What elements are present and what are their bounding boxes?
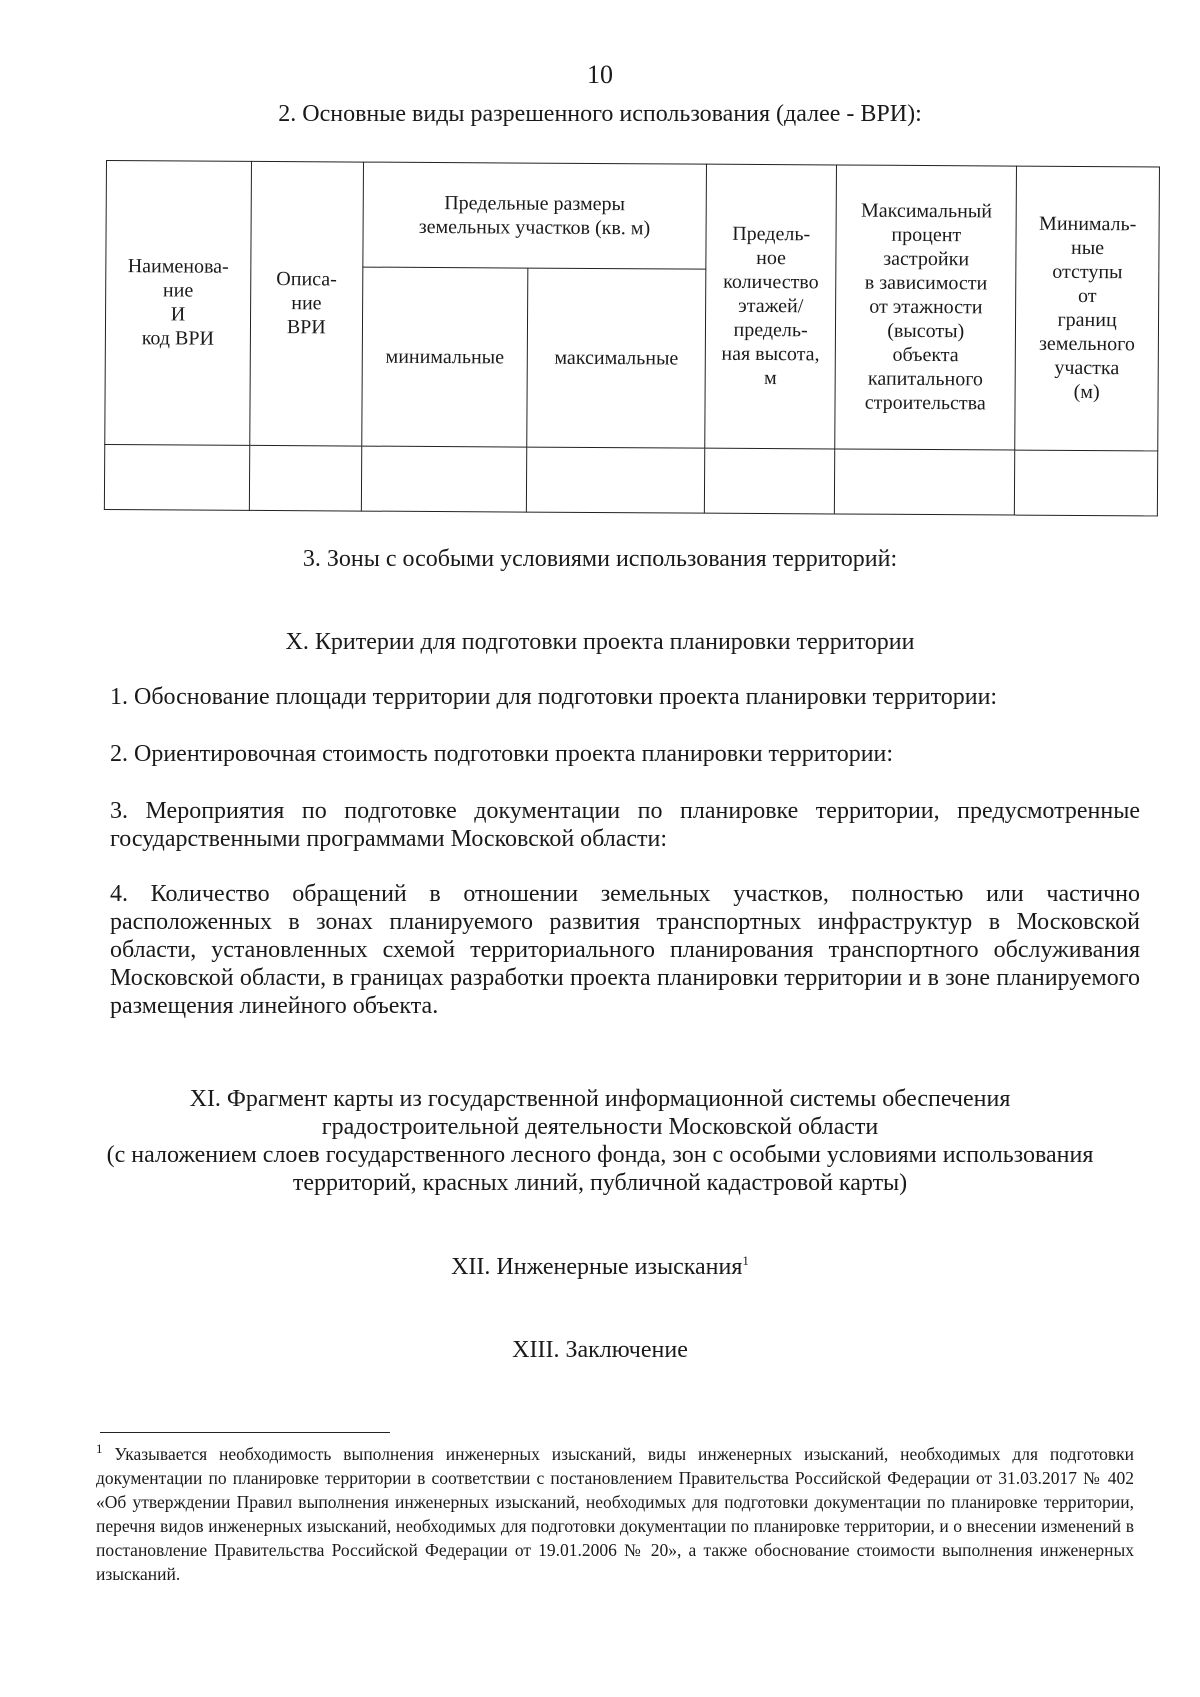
empty-cell [1015,450,1158,516]
section-xi-line-2: градостроительной деятельности Московской области [321,1114,879,1140]
header-setbacks: Минималь- ные отступы от границ земельного участка (м) [1015,166,1160,450]
header-min: минимальные [362,267,528,447]
section-xiii-heading: XIII. Заключение [512,1337,688,1363]
section-2-heading: 2. Основные виды разрешенного использования (далее - ВРИ): [278,101,922,127]
section-xi-line-4: территорий, красных линий, публичной кадастровой карты) [292,1170,908,1196]
empty-cell [835,449,1015,516]
item-2: 2. Ориентировочная стоимость подготовки проекта планировки территории: [110,741,894,767]
empty-cell [527,447,705,514]
empty-cell [249,445,361,511]
header-max: максимальные [527,268,706,448]
header-floors: Предель- ное количество этажей/ предель- ная высота, м [705,164,837,448]
footnote-text: Указывается необходимость выполнения инженерных изысканий, виды инженерных изысканий, необходимых для подготовки документации по планировке территории в соответствии с постановлением Правительства Российской Федерации от 31.03.2017 № 402 «Об утверждении Правил выполнения инженерных изысканий, необходимых для подготовки документации по планировке территории, перечня видов инженерных изысканий, необходимых для подготовки документации по планировке территории, и о внесении изменений в постановление Правительства Российской Федерации от 19.01.2006 № 20», а также обоснование стоимости выполнения инженерных изысканий. [96,1444,1135,1584]
empty-cell [361,446,527,512]
footnote-marker: 1 [96,1441,103,1457]
section-xi-line-3: (с наложением слоев государственного лесного фонда, зон с особыми условиями использования [106,1142,1094,1168]
empty-cell [704,448,835,514]
section-xii-text: XII. Инженерные изыскания [451,1254,743,1280]
section-xi-line-1: XI. Фрагмент карты из государственной информационной системы обеспечения [189,1086,1011,1112]
section-xii-heading [80,1253,1120,1281]
item-3: 3. Мероприятия по подготовке документации по планировке территории, предусмотренные государственными программами Московской области: [110,798,1140,852]
header-name-code: Наименова- ние И код ВРИ [105,161,252,445]
item-4: 4. Количество обращений в отношении земельных участков, полностью или частично расположенных в зонах планируемого развития транспортных инфраструктур в Московской области, установленных схемой территориального планирования транспортного обслуживания Московской области, в границах разработки проекта планировки территории и в зоне планируемого размещения линейного объекта. [110,881,1140,1019]
section-3-heading: 3. Зоны с особыми условиями использования территорий: [302,546,898,572]
footnote-divider [100,1432,390,1433]
header-description: Описа- ние ВРИ [250,161,364,445]
header-plot-sizes: Предельные размеры земельных участков (кв. м) [363,162,707,269]
footnote-ref: 1 [742,1253,749,1268]
vri-table [104,160,1160,516]
header-building-percent: Максимальный процент застройки в зависимости от этажности (высоты) объекта капитального строительства [835,165,1016,450]
empty-cell [104,444,249,510]
item-1: 1. Обоснование площади территории для подготовки проекта планировки территории: [110,684,998,710]
page-number: 10 [587,60,613,89]
section-x-heading: X. Критерии для подготовки проекта планировки территории [285,629,915,655]
footnote [96,1442,1134,1586]
